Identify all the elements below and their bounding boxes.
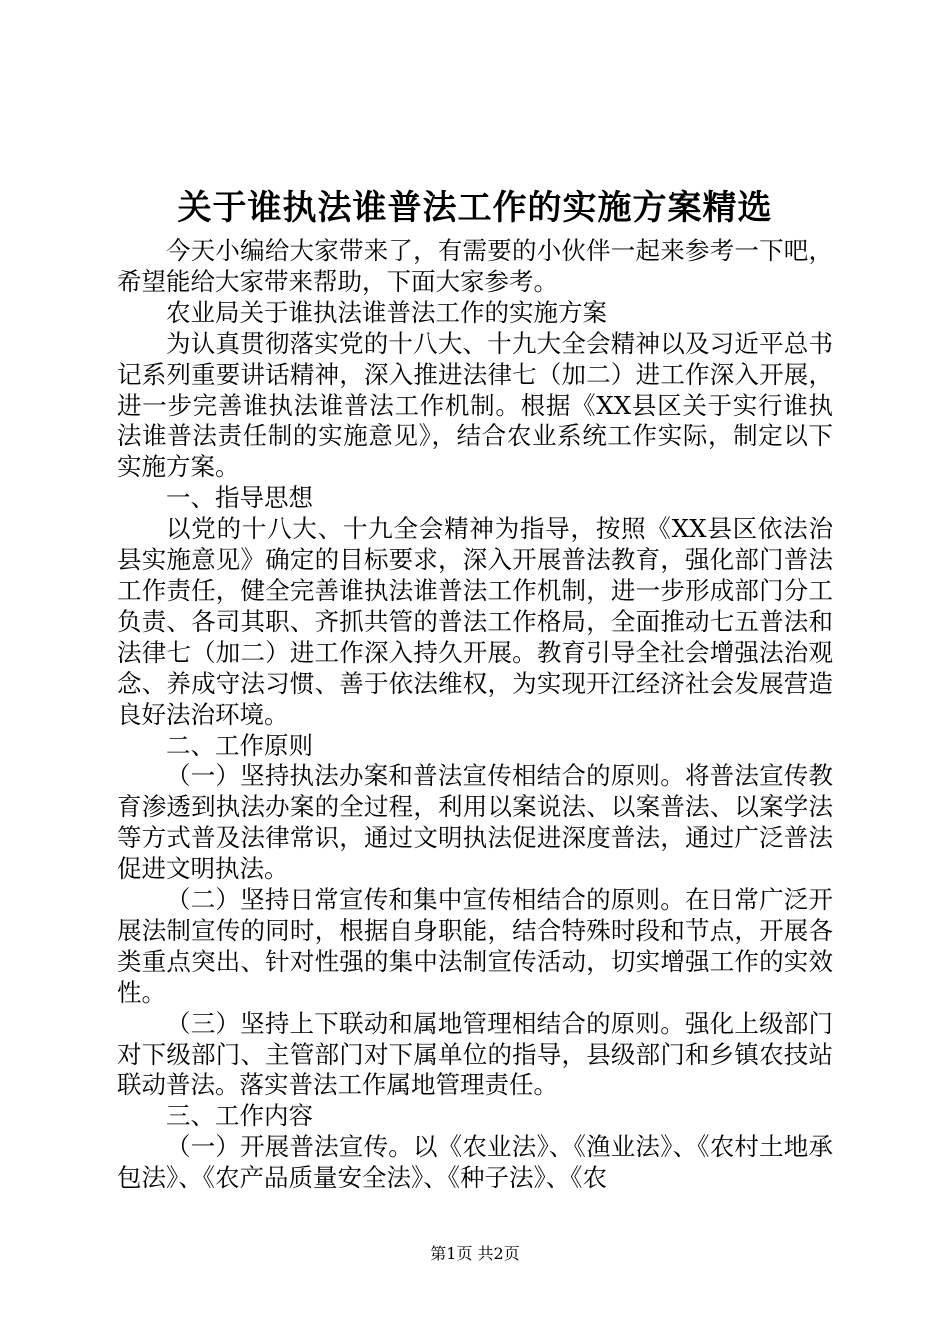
- paragraph-purpose: 为认真贯彻落实党的十八大、十九大全会精神以及习近平总书记系列重要讲话精神，深入推进法律七（加二）进工作深入开展，进一步完善谁执法谁普法工作机制。根据《XX县区关于实行谁执法谁普法责任制的实施意见》，结合农业系统工作实际，制定以下实施方案。: [117, 328, 833, 482]
- section-heading-work-content: 三、工作内容: [166, 1101, 313, 1131]
- paragraph-guiding-ideology: 以党的十八大、十九全会精神为指导，按照《XX县区依法治县实施意见》确定的目标要求，深入开展普法教育，强化部门普法工作责任，健全完善谁执法谁普法工作机制，进一步形成部门分工负责、各司其职、齐抓共管的普法工作格局，全面推动七五普法和法律七（加二）进工作深入持久开展。教育引导全社会增强法治观念、养成守法习惯、善于依法维权，为实现开江经济社会发展营造良好法治环境。: [117, 514, 833, 729]
- document-body: [117, 236, 833, 1194]
- section-heading-work-principles: 二、工作原则: [166, 730, 313, 760]
- paragraph-intro: 今天小编给大家带来了，有需要的小伙伴一起来参考一下吧，希望能给大家带来帮助，下面大家参考。: [117, 236, 833, 296]
- paragraph-principle-3: （三）坚持上下联动和属地管理相结合的原则。强化上级部门对下级部门、主管部门对下属单位的指导，县级部门和乡镇农技站联动普法。落实普法工作属地管理责任。: [117, 1008, 833, 1100]
- section-heading-guiding-ideology: 一、指导思想: [166, 483, 313, 513]
- page-number-footer: 第1页 共2页: [430, 1244, 520, 1263]
- paragraph-content-1: （一）开展普法宣传。以《农业法》、《渔业法》、《农村土地承包法》、《农产品质量安全法》、《种子法》、《农: [117, 1132, 833, 1193]
- paragraph-principle-2: （二）坚持日常宣传和集中宣传相结合的原则。在日常广泛开展法制宣传的同时，根据自身职能，结合特殊时段和节点，开展各类重点突出、针对性强的集中法制宣传活动，切实增强工作的实效性。: [117, 885, 833, 1007]
- paragraph-principle-1: （一）坚持执法办案和普法宣传相结合的原则。将普法宣传教育渗透到执法办案的全过程，利用以案说法、以案普法、以案学法等方式普及法律常识，通过文明执法促进深度普法，通过广泛普法促进文明执法。: [117, 761, 833, 884]
- paragraph-subtitle: 农业局关于谁执法谁普法工作的实施方案: [166, 297, 607, 327]
- document-title: 关于谁执法谁普法工作的实施方案精选: [177, 188, 773, 228]
